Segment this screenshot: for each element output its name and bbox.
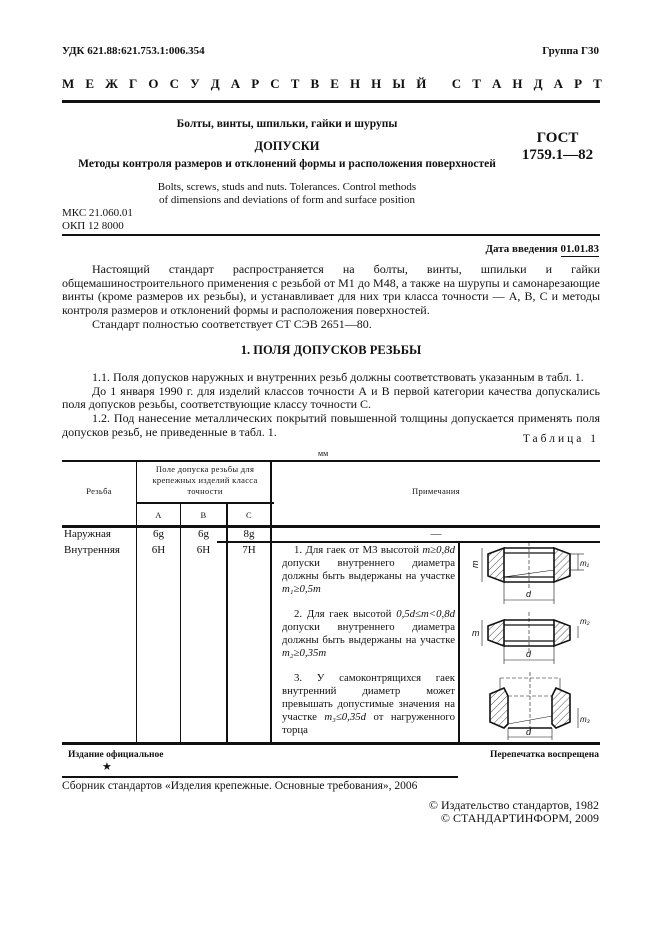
header-class-b: В xyxy=(200,510,207,520)
interstate-letter: Н xyxy=(371,76,382,91)
header-notes: Примечания xyxy=(412,486,460,496)
interstate-letter: Е xyxy=(85,76,95,91)
header-tolerance: Поле допуска резьбы для крепежных изделий класса точности xyxy=(152,464,258,496)
section-heading: 1. ПОЛЯ ДОПУСКОВ РЕЗЬБЫ xyxy=(240,343,422,357)
interstate-letter: Г xyxy=(129,76,138,91)
interstate-letter: Ы xyxy=(392,76,406,91)
row-external-note: — xyxy=(430,528,442,540)
interstate-letter: С xyxy=(169,76,179,91)
col-divider-4 xyxy=(270,460,272,743)
group-code: Группа Г30 xyxy=(542,45,599,57)
header-rule xyxy=(62,100,600,103)
interstate-letter: Й xyxy=(416,76,427,91)
interstate-letter xyxy=(437,76,440,92)
collection-title: Сборник стандартов «Изделия крепежные. Основные требования», 2006 xyxy=(62,780,418,792)
nut-diagram-3 xyxy=(490,672,590,740)
title-english xyxy=(62,181,512,207)
note-3-formula: m₃≤0,35d xyxy=(324,711,367,723)
tolerance-table xyxy=(62,460,600,745)
table-bottom-border xyxy=(62,742,600,745)
intro-conformity: Стандарт полностью соответствует СТ СЭВ 2651—80. xyxy=(92,316,372,331)
interstate-letter: В xyxy=(310,76,320,91)
svg-text:d: d xyxy=(526,649,532,659)
interstate-letter: Д xyxy=(210,76,220,91)
interstate-letter: Н xyxy=(349,76,361,91)
note-1-formula-2: m₁≥0,5m xyxy=(282,583,321,595)
svg-text:d: d xyxy=(526,727,532,737)
footer-rule xyxy=(62,776,458,778)
date-label: Дата введения xyxy=(485,243,558,255)
note-1-text: 1. Для гаек от М3 высотой xyxy=(294,544,423,556)
svg-text:m: m xyxy=(472,628,480,638)
title-products: Болты, винты, шпильки, гайки и шурупы xyxy=(176,118,398,130)
okp-code: ОКП 12 8000 xyxy=(62,220,124,232)
date-value: 01.01.83 xyxy=(560,243,599,255)
note-2 xyxy=(282,608,455,660)
svg-text:m: m xyxy=(470,560,480,568)
row-internal-b: 6H xyxy=(196,544,211,556)
clause-1-1-note: До 1 января 1990 г. для изделий классов точности А и В первой категории качества допускались поля допусков резьбы, соответствующие классу точности С. xyxy=(62,383,600,412)
nut-section-diagrams xyxy=(460,542,600,742)
title-english-line1: Bolts, screws, studs and nuts. Tolerances. Control methods xyxy=(157,181,417,193)
interstate-letter: Д xyxy=(533,76,543,91)
reprint-notice: Перепечатка воспрещена xyxy=(489,750,599,760)
note-1 xyxy=(282,544,455,596)
note-2-formula-2: m₂≥0,35m xyxy=(282,647,327,659)
section1-text xyxy=(62,371,600,440)
class-header-divider xyxy=(136,502,274,504)
note-3-text-cont: от нагруженного торца xyxy=(282,711,455,736)
interstate-letter: Ж xyxy=(105,76,118,91)
interstate-letter: Р xyxy=(574,76,583,91)
copyright-1982: © Издательство стандартов, 1982 xyxy=(428,798,599,812)
note-2-text: 2. Для гаек высотой xyxy=(294,608,397,620)
table-unit: мм xyxy=(318,449,329,458)
clause-1-1: 1.1. Поля допусков наружных и внутренних резьб должны соответствовать указанным в табл. 1. xyxy=(92,370,584,384)
official-edition: Издание официальное xyxy=(68,750,164,760)
interstate-letter: Т xyxy=(472,76,481,91)
table-caption: Таблица 1 xyxy=(522,433,599,445)
star-icon: ★ xyxy=(102,761,112,773)
introduction-date xyxy=(485,243,599,255)
clause-1-2: 1.2. Под нанесение металлических покрытий повышенной толщины допускается применять поля допусков резьб, не приведенные в табл. 1. xyxy=(62,411,600,439)
udk-code: УДК 621.88:621.753.1:006.354 xyxy=(62,45,205,57)
svg-text:d: d xyxy=(526,589,532,599)
header-thread: Резьба xyxy=(86,486,112,496)
interstate-letter: М xyxy=(62,76,75,91)
title-methods: Методы контроля размеров и отклонений формы и расположения поверхностей xyxy=(78,158,496,170)
title-main: ДОПУСКИ xyxy=(254,139,320,153)
row-external-a: 6g xyxy=(153,528,164,540)
header-class-c: С xyxy=(246,510,252,520)
interstate-letter: С xyxy=(270,76,280,91)
row-internal-thread: Внутренняя xyxy=(64,544,120,556)
row-external-b: 6g xyxy=(198,528,209,540)
title-english-line2: of dimensions and deviations of form and surface position xyxy=(158,194,415,206)
header-class-a: А xyxy=(155,510,162,520)
interstate-letter: А xyxy=(553,76,564,91)
note-3-text: 3. У самоконтрящихся гаек внутренний диаметр может превышать допустимые значения на участке xyxy=(282,672,455,723)
title-rule xyxy=(62,234,600,236)
note-3 xyxy=(282,672,455,737)
interstate-letter: У xyxy=(190,76,200,91)
interstate-letter: О xyxy=(148,76,159,91)
gost-number: 1759.1—82 xyxy=(521,147,594,163)
intro-paragraph: Настоящий стандарт распространяется на болты, винты, шпильки и гайки общемашиностроительного применения с резьбой от М1 до М48, а также на шурупы и самонарезающие винты (кроме размеров их резьбы), и устанавливает для них три класса точности — А, В, С и методы контроля размеров и отклонений формы и расположения поверхностей. xyxy=(62,262,600,318)
row-internal-a: 6H xyxy=(151,544,166,556)
gost-label: ГОСТ xyxy=(536,130,579,146)
table-top-border xyxy=(62,460,600,462)
interstate-letter: С xyxy=(451,76,462,91)
interstate-letter: Н xyxy=(512,76,523,91)
note-2-formula: 0,5d≤m<0,8d xyxy=(396,608,455,620)
nut-diagram-2 xyxy=(472,612,590,664)
copyright-2009: © СТАНДАРТИНФОРМ, 2009 xyxy=(440,811,599,825)
interstate-letter: Р xyxy=(251,76,260,91)
nut-diagram-1 xyxy=(470,542,590,604)
classification-codes xyxy=(62,207,133,233)
col-divider-1 xyxy=(136,460,137,743)
row-external-c: 8g xyxy=(243,528,255,540)
interstate-letter: Т xyxy=(290,76,300,91)
svg-text:m₁: m₁ xyxy=(580,559,590,568)
mks-code: МКС 21.060.01 xyxy=(62,207,133,219)
row-external-thread: Наружная xyxy=(64,528,111,540)
interstate-letter: Е xyxy=(330,76,339,91)
interstate-letter: А xyxy=(230,76,241,91)
note-2-text-cont: допуски внутреннего диаметра должны быть выдержаны на участке xyxy=(282,621,455,646)
note-1-formula: m≥0,8d xyxy=(422,544,455,556)
interstate-standard-heading xyxy=(62,76,602,92)
svg-text:m₂: m₂ xyxy=(580,617,590,626)
interstate-letter: Т xyxy=(593,76,602,91)
svg-text:m₃: m₃ xyxy=(580,715,590,724)
gost-designation xyxy=(515,130,600,164)
intro-text xyxy=(62,263,600,332)
row-internal-c: 7H xyxy=(242,544,256,556)
copyright-block xyxy=(429,799,599,825)
interstate-letter: А xyxy=(491,76,502,91)
note-1-text-cont: допуски внутреннего диаметра должны быть выдержаны на участке xyxy=(282,557,455,582)
